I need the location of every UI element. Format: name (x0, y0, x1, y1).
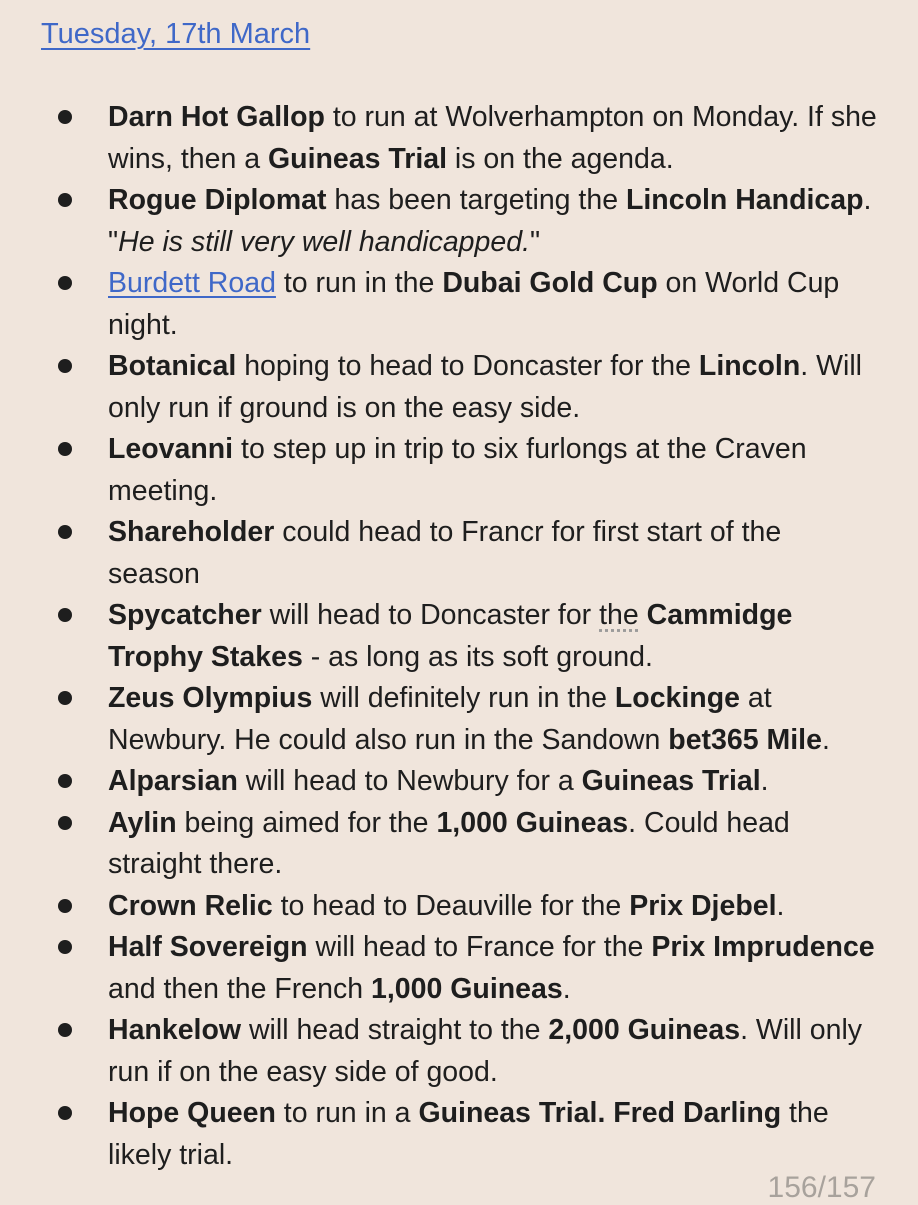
item-text: . Could head straight there. (108, 806, 790, 880)
list-item (0, 886, 918, 928)
horse-name-link[interactable]: Burdett Road (108, 267, 276, 299)
bullet-icon (58, 940, 72, 954)
item-text: will definitely run in the (312, 682, 615, 714)
list-item (0, 180, 918, 263)
bullet-icon (58, 816, 72, 830)
horse-name: Half Sovereign (108, 931, 308, 963)
horse-name: Zeus Olympius (108, 682, 313, 714)
item-text: at Newbury. He could also run in the Sandown (108, 682, 772, 756)
race-name: 1,000 Guineas (436, 806, 629, 839)
item-text: . (760, 765, 769, 797)
race-name: Guineas Trial (581, 765, 761, 797)
item-text: being aimed for the (176, 806, 437, 839)
horse-name: Darn Hot Gallop (108, 101, 325, 133)
item-text (639, 599, 647, 631)
item-text: to run in a (275, 1097, 419, 1129)
item-text: has been targeting the (326, 184, 626, 216)
horse-name: Alparsian (108, 765, 238, 797)
horse-name: Shareholder (108, 516, 275, 548)
bullet-icon (58, 442, 72, 456)
item-text: to run in the (275, 267, 443, 299)
horse-name: Leovanni (108, 433, 234, 465)
item-text: could head to Francr for first start of the season (108, 516, 782, 590)
bullet-icon (58, 691, 72, 705)
item-text: and then the French (108, 972, 372, 1005)
bullet-icon (58, 525, 72, 539)
list-item (0, 512, 918, 595)
list-item (0, 761, 918, 803)
item-text: will head to France for the (307, 931, 652, 963)
list-item (0, 429, 918, 512)
item-text: will head straight to the (241, 1014, 549, 1046)
item-text: on World Cup night. (108, 267, 840, 341)
race-name: Prix Imprudence (651, 931, 875, 963)
spellcheck-underlined-word: the (599, 599, 639, 631)
item-text: to run at Wolverhampton on Monday. If she wins, then a (108, 101, 877, 175)
bullet-icon (58, 774, 72, 788)
racing-notes-list (0, 97, 918, 1176)
item-text: . (562, 972, 571, 1005)
race-name: Dubai Gold Cup (442, 267, 658, 299)
bullet-icon (58, 1106, 72, 1120)
race-name: 1,000 Guineas (371, 972, 563, 1005)
list-item (0, 927, 918, 1010)
item-text: " (529, 225, 541, 258)
bullet-icon (58, 110, 72, 124)
item-text: . " (108, 184, 872, 258)
race-name: 2,000 Guineas (548, 1014, 741, 1046)
horse-name: Hope Queen (108, 1097, 276, 1129)
bullet-icon (58, 899, 72, 913)
list-item (0, 595, 918, 678)
list-item (0, 803, 918, 886)
item-text: will head to Doncaster for (261, 599, 600, 631)
item-text: the likely trial. (108, 1097, 829, 1171)
item-text: to head to Deauville for the (272, 889, 630, 922)
item-text: to step up in trip to six furlongs at the Craven meeting. (108, 433, 807, 507)
item-text: . (776, 889, 785, 922)
item-text: is on the agenda. (447, 142, 674, 175)
item-text: . Will only run if ground is on the easy side. (108, 350, 862, 424)
horse-name: Crown Relic (108, 889, 273, 922)
horse-name: Aylin (108, 806, 177, 839)
item-text: will head to Newbury for a (237, 765, 582, 797)
horse-name: Hankelow (108, 1014, 242, 1046)
bullet-icon (58, 193, 72, 207)
list-item (0, 263, 918, 346)
list-item (0, 97, 918, 180)
bullet-icon (58, 276, 72, 290)
race-name: Guineas Trial. Fred Darling (418, 1097, 782, 1129)
race-name: Lincoln Handicap (625, 184, 864, 216)
bullet-icon (58, 1023, 72, 1037)
item-text: . (821, 723, 830, 756)
race-name: Lockinge (614, 682, 740, 714)
race-name: Lincoln (698, 350, 801, 382)
bullet-icon (58, 608, 72, 622)
race-name: bet365 Mile (668, 723, 822, 756)
horse-name: Spycatcher (108, 599, 262, 631)
horse-name: Rogue Diplomat (108, 184, 327, 216)
race-name: Cammidge Trophy Stakes (108, 599, 793, 673)
horse-name: Botanical (108, 350, 237, 382)
list-item (0, 678, 918, 761)
page-counter: 156/157 (767, 1171, 876, 1204)
item-text: hoping to head to Doncaster for the (236, 350, 699, 382)
quote-text: He is still very well handicapped. (118, 225, 530, 258)
item-text: - as long as its soft ground. (302, 640, 653, 673)
race-name: Guineas Trial (268, 142, 448, 175)
bullet-icon (58, 359, 72, 373)
list-item (0, 346, 918, 429)
race-name: Prix Djebel (629, 889, 777, 922)
date-link[interactable]: Tuesday, 17th March (41, 18, 311, 50)
item-text: . Will only run if on the easy side of good. (108, 1014, 863, 1088)
list-item (0, 1010, 918, 1093)
list-item (0, 1093, 918, 1176)
